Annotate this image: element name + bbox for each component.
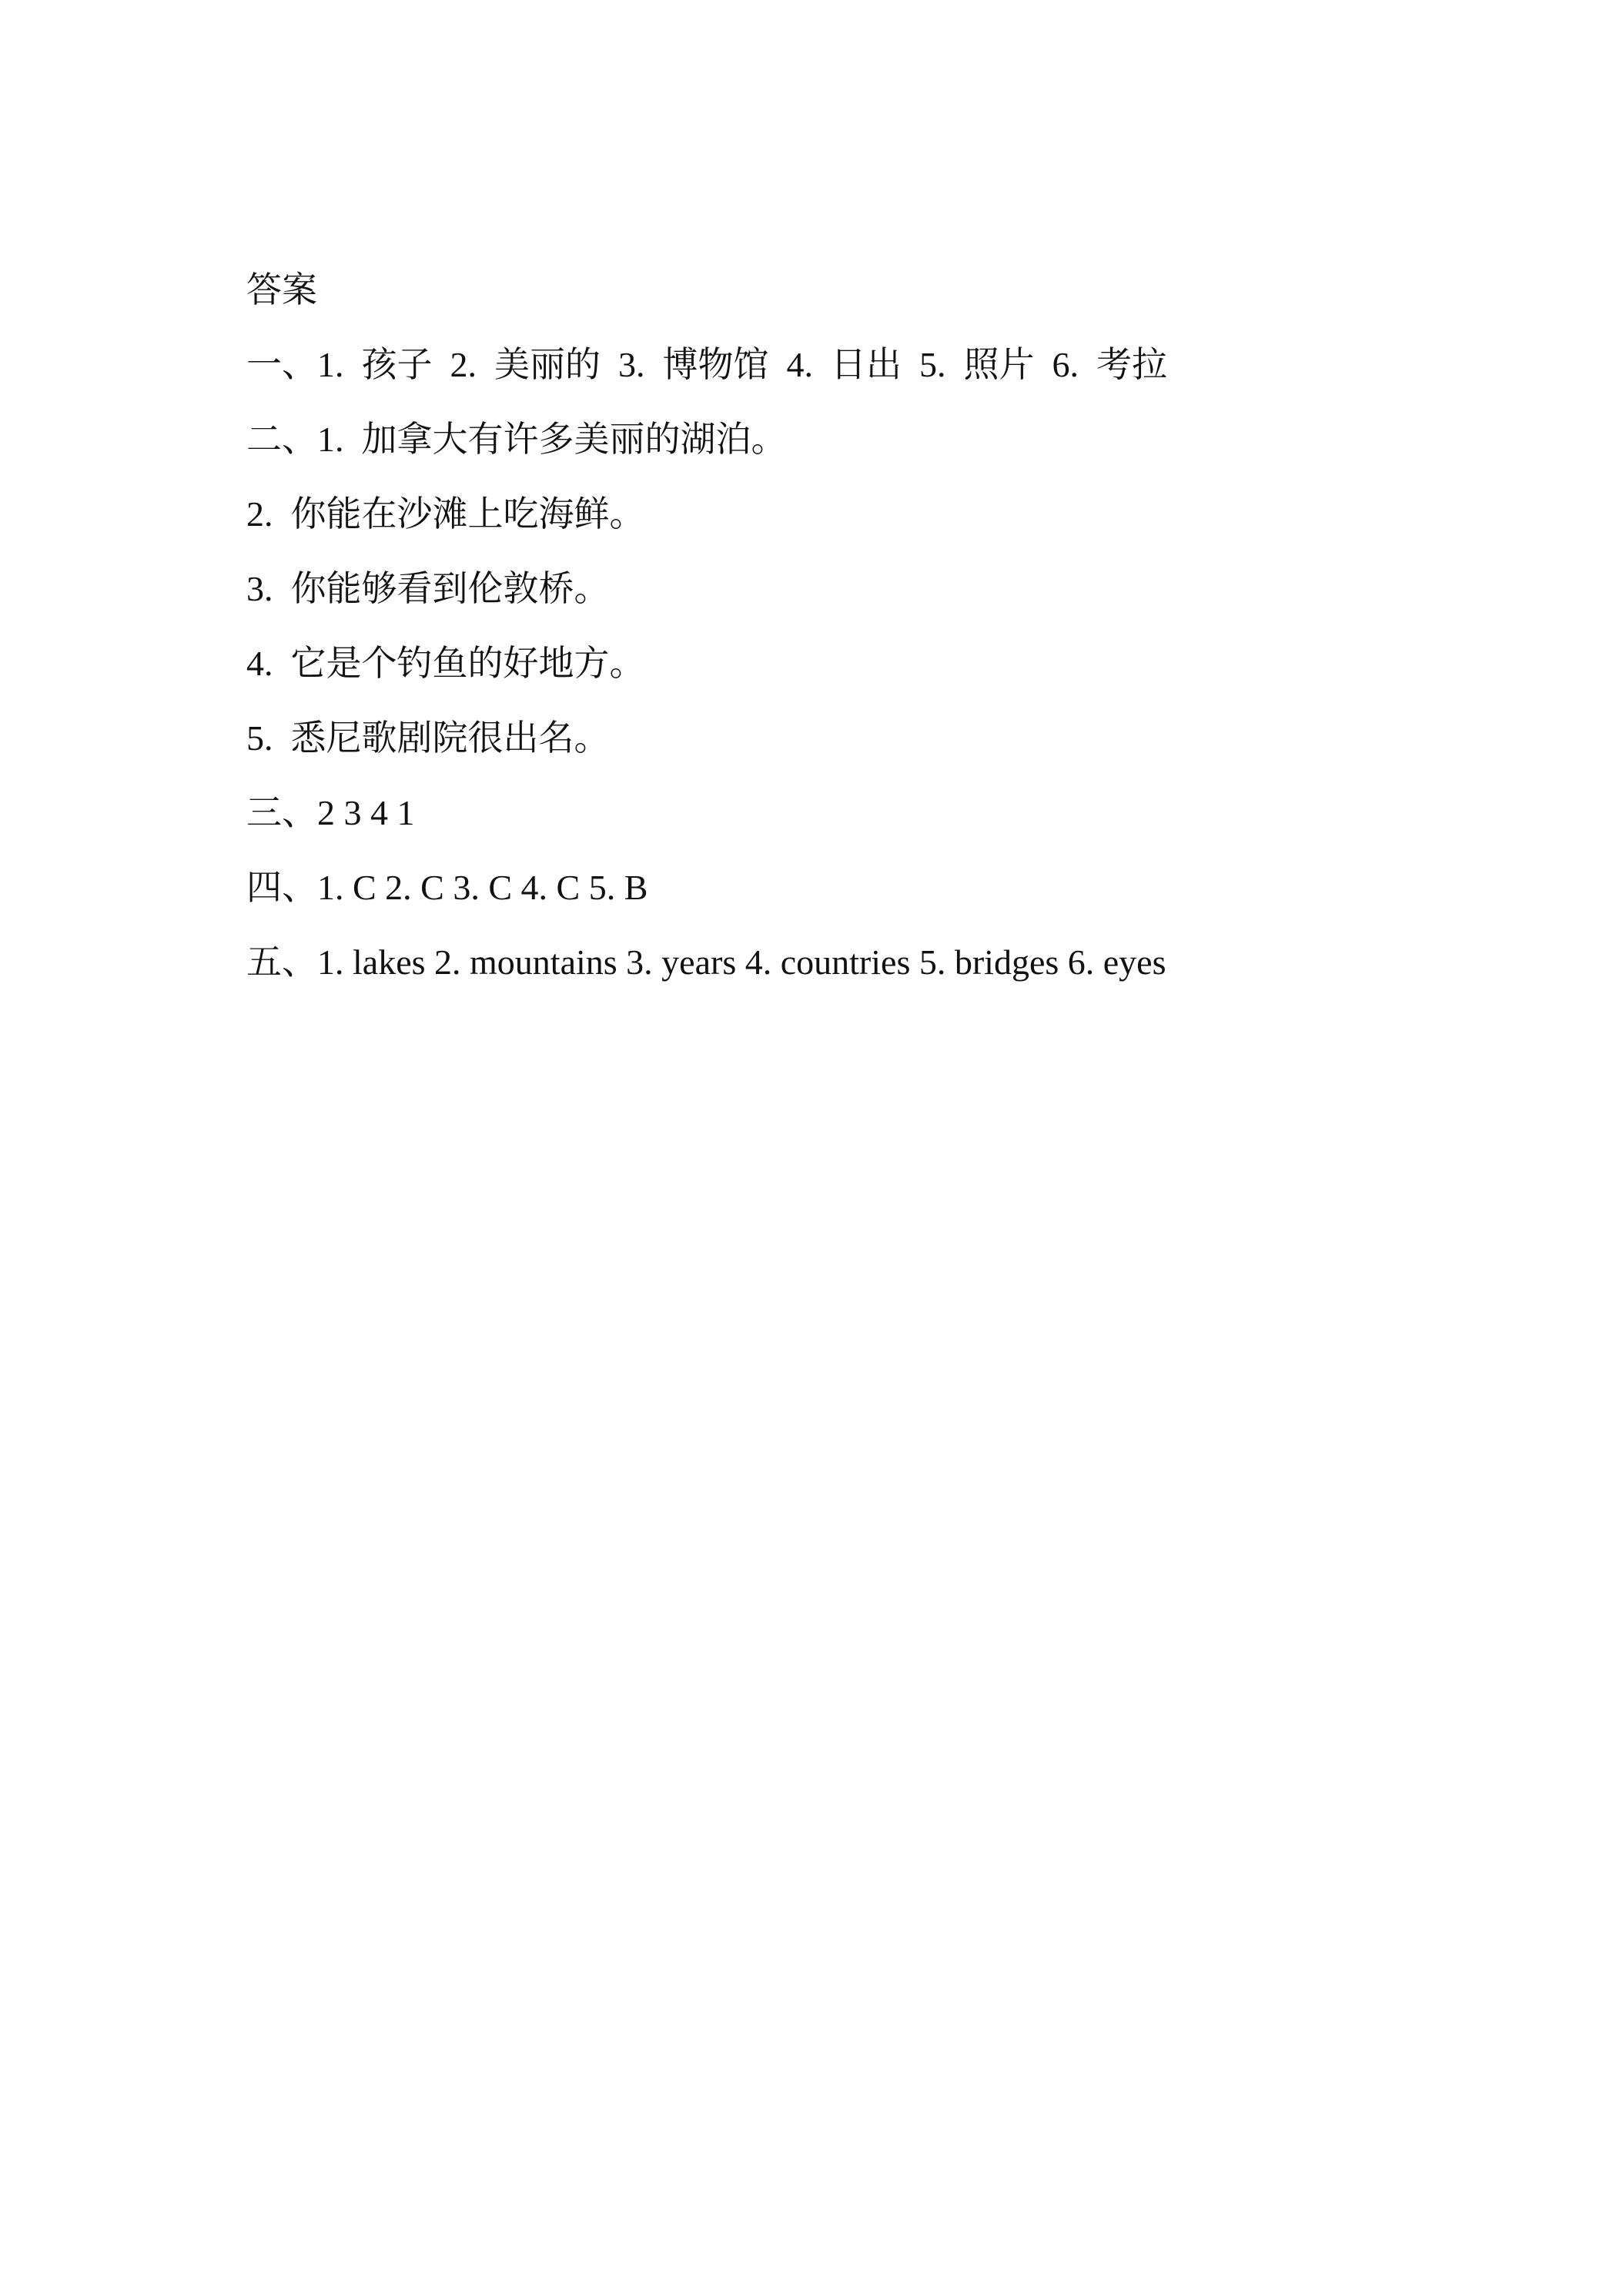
answer-section-2-item-4: 4. 它是个钓鱼的好地方。 bbox=[246, 644, 645, 683]
answer-section-2-item-1: 二、1. 加拿大有许多美丽的湖泊。 bbox=[246, 420, 787, 459]
answer-key bbox=[246, 253, 1555, 999]
answer-section-5: 五、1. lakes 2. mountains 3. years 4. countries 5. bridges 6. eyes bbox=[246, 942, 1166, 982]
answer-section-3: 三、2 3 4 1 bbox=[246, 793, 415, 832]
answer-section-4: 四、1. C 2. C 3. C 4. C 5. B bbox=[246, 868, 648, 907]
answer-title: 答案 bbox=[246, 270, 317, 310]
answer-section-2-item-5: 5. 悉尼歌剧院很出名。 bbox=[246, 718, 610, 758]
answer-section-1: 一、1. 孩子 2. 美丽的 3. 博物馆 4. 日出 5. 照片 6. 考拉 bbox=[246, 345, 1167, 384]
answer-section-2-item-2: 2. 你能在沙滩上吃海鲜。 bbox=[246, 494, 645, 534]
answer-section-2-item-3: 3. 你能够看到伦敦桥。 bbox=[246, 569, 610, 608]
